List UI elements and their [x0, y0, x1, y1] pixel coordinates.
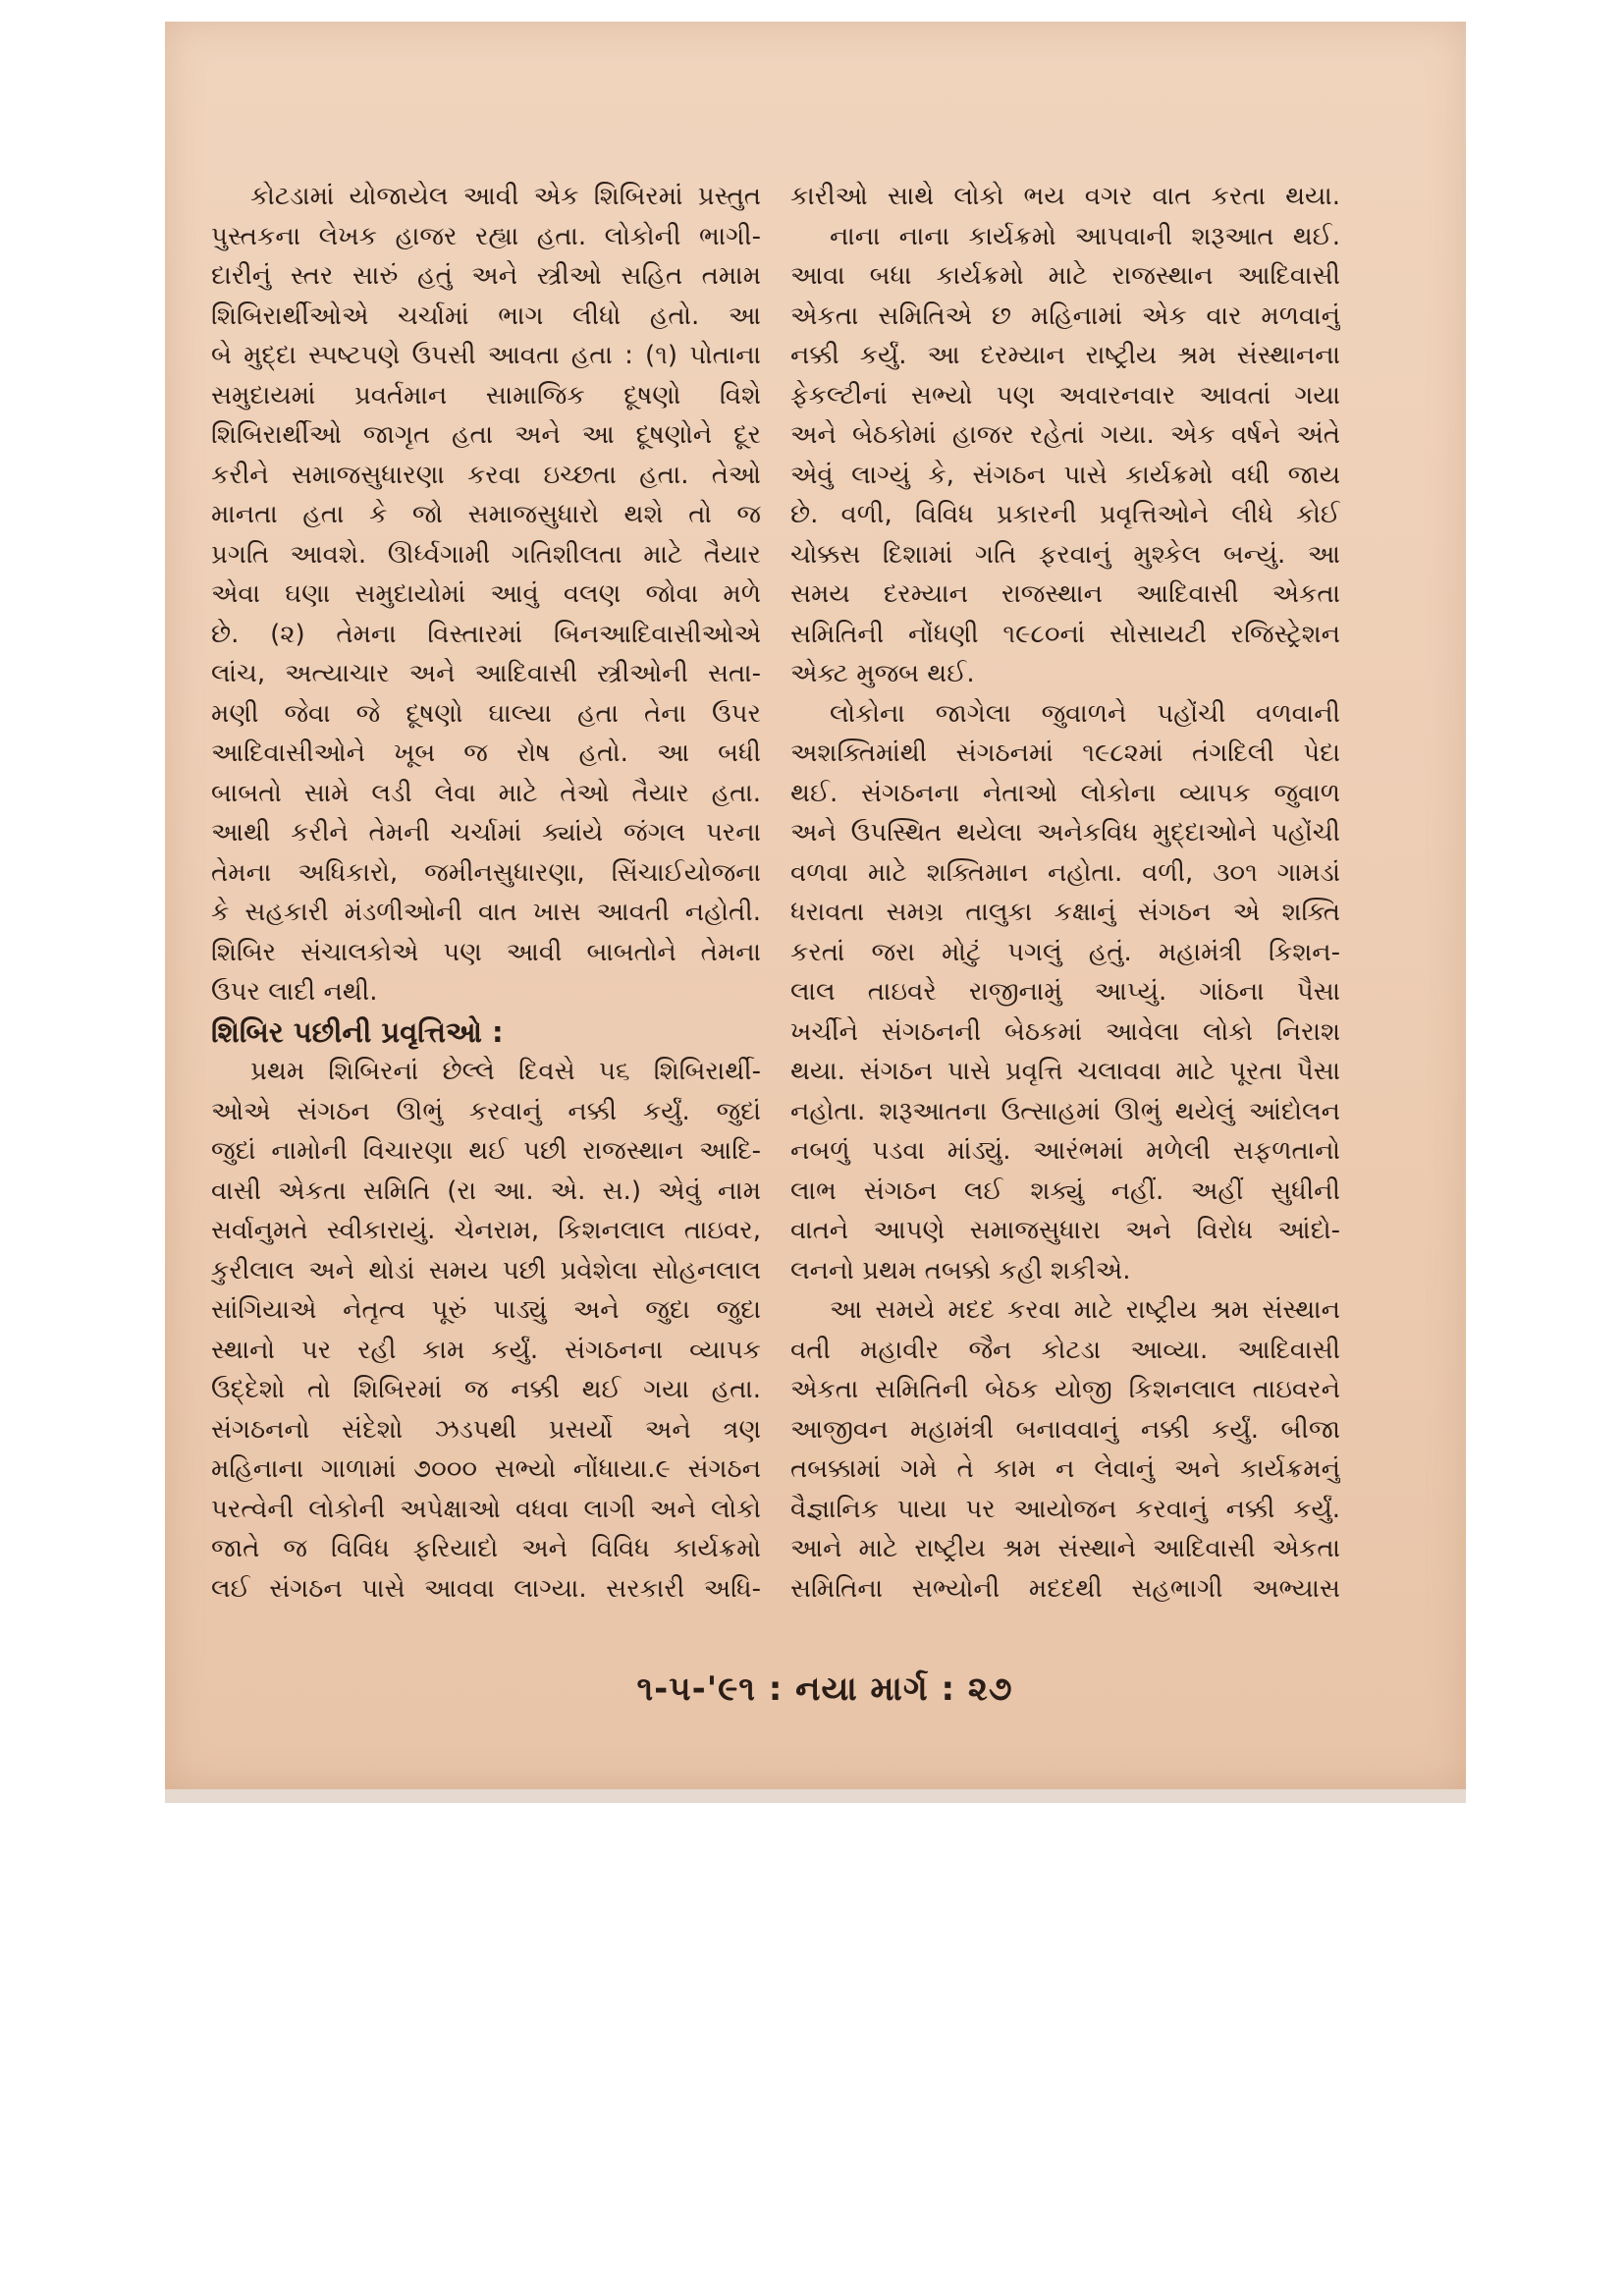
text-line: નાના નાના કાર્યક્રમો આપવાની શરૂઆત થઈ. — [830, 221, 1340, 251]
text-line: કુરીલાલ અને થોડાં સમય પછી પ્રવેશેલા સોહનલાલ — [211, 1255, 761, 1285]
text-line: અશક્તિમાંથી સંગઠનમાં ૧૯૮૨માં તંગદિલી પેદા — [790, 738, 1340, 768]
text-line: વતી મહાવીર જૈન કોટડા આવ્યા. આદિવાસી — [790, 1335, 1340, 1365]
text-line: આવા બધા કાર્યક્રમો માટે રાજસ્થાન આદિવાસી — [790, 261, 1340, 291]
text-line: પુસ્તકના લેખક હાજર રહ્યા હતા. લોકોની ભાગી- — [211, 221, 761, 251]
text-line: સમિતિની નોંધણી ૧૯૮૦નાં સોસાયટી રજિસ્ટ્રેશન — [790, 619, 1340, 649]
text-line: તબક્કામાં ગમે તે કામ ન લેવાનું અને કાર્યક્રમનું — [790, 1454, 1340, 1484]
text-line: શિબિરાર્થીઓએ ચર્ચામાં ભાગ લીધો હતો. આ — [211, 301, 761, 331]
text-line: અને ઉપસ્થિત થયેલા અનેકવિધ મુદ્દાઓને પહોંચી — [790, 818, 1340, 847]
text-line: થયા. સંગઠન પાસે પ્રવૃત્તિ ચલાવવા માટે પૂરતા પૈસા — [790, 1057, 1340, 1086]
left-column — [211, 177, 761, 1609]
text-line: છે. (૨) તેમના વિસ્તારમાં બિનઆદિવાસીઓએ — [211, 619, 761, 649]
text-line: વૈજ્ઞાનિક પાયા પર આયોજન કરવાનું નક્કી કર્યું. — [790, 1494, 1340, 1524]
text-line: સમુદાયમાં પ્રવર્તમાન સામાજિક દૂષણો વિશે — [211, 380, 761, 410]
text-line: સંગઠનનો સંદેશો ઝડપથી પ્રસર્યો અને ત્રણ — [211, 1414, 761, 1445]
text-line: શિબિર સંચાલકોએ પણ આવી બાબતોને તેમના — [211, 937, 761, 967]
text-line: સમય દરમ્યાન રાજસ્થાન આદિવાસી એકતા — [790, 579, 1340, 609]
text-line: એકતા સમિતિની બેઠક યોજી કિશનલાલ તાઇવરને — [790, 1375, 1340, 1404]
text-line: સમિતિના સભ્યોની મદદથી સહભાગી અભ્યાસ — [790, 1573, 1340, 1604]
text-line: ઉપર લાદી નથી. — [211, 977, 378, 1007]
text-line: જુદાં નામોની વિચારણા થઈ પછી રાજસ્થાન આદિ- — [211, 1136, 761, 1166]
text-line: નક્કી કર્યું. આ દરમ્યાન રાષ્ટ્રીય શ્રમ સંસ્થાનના — [790, 341, 1340, 370]
text-line: છે. વળી, વિવિધ પ્રકારની પ્રવૃત્તિઓને લીધે કોઈ — [790, 500, 1340, 529]
text-line: વાસી એકતા સમિતિ (રા આ. એ. સ.) એવું નામ — [211, 1175, 761, 1206]
right-column — [790, 177, 1340, 1609]
text-line: લાભ સંગઠન લઈ શક્યું નહીં. અહીં સુધીની — [790, 1175, 1340, 1206]
page-footer: ૧-૫-'૯૧ : નયા માર્ગ : ૨૭ — [636, 1669, 1013, 1709]
text-line: કે સહકારી મંડળીઓની વાત ખાસ આવતી નહોતી. — [211, 898, 761, 927]
text-line: ચોક્કસ દિશામાં ગતિ ફરવાનું મુશ્કેલ બન્યું. આ — [790, 539, 1340, 570]
text-line: એકતા સમિતિએ છ મહિનામાં એક વાર મળવાનું — [790, 301, 1340, 331]
text-line: લોકોના જાગેલા જુવાળને પહોંચી વળવાની — [830, 698, 1340, 729]
text-line: મહિનાના ગાળામાં ૭૦૦૦ સભ્યો નોંધાયા.૯ સંગઠન — [211, 1454, 761, 1484]
text-line: થઈ. સંગઠનના નેતાઓ લોકોના વ્યાપક જુવાળ — [790, 778, 1340, 808]
text-line: આદિવાસીઓને ખૂબ જ રોષ હતો. આ બધી — [211, 738, 761, 768]
scan-edge — [165, 1789, 1466, 1803]
text-line: આ સમયે મદદ કરવા માટે રાષ્ટ્રીય શ્રમ સંસ્થાન — [830, 1295, 1340, 1325]
text-line: પરત્વેની લોકોની અપેક્ષાઓ વધવા લાગી અને લોકો — [211, 1494, 761, 1524]
text-line: દારીનું સ્તર સારું હતું અને સ્ત્રીઓ સહિત તમામ — [211, 261, 761, 291]
text-line: આથી કરીને તેમની ચર્ચામાં ક્યાંયે જંગલ પરના — [211, 818, 761, 847]
text-line: ધરાવતા સમગ્ર તાલુકા કક્ષાનું સંગઠન એ શક્તિ — [790, 898, 1340, 927]
text-line: લનનો પ્રથમ તબક્કો કહી શકીએ. — [790, 1255, 1131, 1285]
text-line: વાતને આપણે સમાજસુધારા અને વિરોધ આંદો- — [790, 1216, 1340, 1245]
text-line: માનતા હતા કે જો સમાજસુધારો થશે તો જ — [211, 500, 761, 529]
text-line: ખર્ચીને સંગઠનની બેઠકમાં આવેલા લોકો નિરાશ — [790, 1016, 1340, 1047]
text-line: સ્થાનો પર રહી કામ કર્યું. સંગઠનના વ્યાપક — [211, 1335, 761, 1365]
section-heading: શિબિર પછીની પ્રવૃત્તિઓ : — [211, 1014, 504, 1049]
text-line: અને બેઠકોમાં હાજર રહેતાં ગયા. એક વર્ષને અંતે — [790, 420, 1340, 450]
text-line: સર્વાનુમતે સ્વીકારાયું. ચેનરામ, કિશનલાલ તાઇવર, — [211, 1216, 761, 1245]
text-line: સાંગિયાએ નેતૃત્વ પૂરું પાડ્યું અને જુદા જુદા — [211, 1295, 761, 1325]
text-line: કારીઓ સાથે લોકો ભય વગર વાત કરતા થયા. — [790, 182, 1340, 211]
text-line: લાલ તાઇવરે રાજીનામું આપ્યું. ગાંઠના પૈસા — [790, 977, 1340, 1007]
text-line: કરતાં જરા મોટું પગલું હતું. મહામંત્રી કિશન- — [790, 937, 1340, 967]
text-line: કરીને સમાજસુધારણા કરવા ઇચ્છતા હતા. તેઓ — [211, 460, 761, 490]
text-line: એવું લાગ્યું કે, સંગઠન પાસે કાર્યક્રમો વધી જાય — [790, 460, 1340, 490]
text-line: આને માટે રાષ્ટ્રીય શ્રમ સંસ્થાને આદિવાસી એકતા — [790, 1534, 1340, 1563]
text-line: તેમના અધિકારો, જમીનસુધારણા, સિંચાઈયોજના — [211, 857, 761, 888]
text-line: શિબિરાર્થીઓ જાગૃત હતા અને આ દૂષણોને દૂર — [211, 420, 761, 450]
text-line: જાતે જ વિવિધ ફરિયાદો અને વિવિધ કાર્યક્રમો — [211, 1534, 761, 1563]
text-line: લાંચ, અત્યાચાર અને આદિવાસી સ્ત્રીઓની સતા- — [211, 659, 761, 688]
text-line: બાબતો સામે લડી લેવા માટે તેઓ તૈયાર હતા. — [211, 778, 761, 808]
text-line: નહોતા. શરૂઆતના ઉત્સાહમાં ઊભું થયેલું આંદોલન — [790, 1096, 1340, 1126]
text-line: ઉદ્દેશો તો શિબિરમાં જ નક્કી થઈ ગયા હતા. — [211, 1375, 761, 1404]
text-line: આજીવન મહામંત્રી બનાવવાનું નક્કી કર્યું. બીજા — [790, 1414, 1340, 1445]
text-line: નબળું પડવા માંડ્યું. આરંભમાં મળેલી સફળતાનો — [790, 1136, 1340, 1166]
text-line: એક્ટ મુજબ થઈ. — [790, 659, 975, 688]
text-line: ફેકલ્ટીનાં સભ્યો પણ અવારનવાર આવતાં ગયા — [790, 380, 1340, 410]
text-line: કોટડામાં યોજાયેલ આવી એક શિબિરમાં પ્રસ્તુત — [250, 182, 761, 211]
text-line: પ્રથમ શિબિરનાં છેલ્લે દિવસે ૫૬ શિબિરાર્થી- — [250, 1057, 761, 1086]
text-line: ઓએ સંગઠન ઊભું કરવાનું નક્કી કર્યું. જુદાં — [211, 1096, 761, 1126]
text-line: પ્રગતિ આવશે. ઊર્ધ્વગામી ગતિશીલતા માટે તૈયાર — [211, 539, 761, 570]
text-line: લઈ સંગઠન પાસે આવવા લાગ્યા. સરકારી અધિ- — [211, 1573, 761, 1604]
text-line: એવા ઘણા સમુદાયોમાં આવું વલણ જોવા મળે — [211, 579, 761, 609]
text-line: મણી જેવા જે દૂષણો ઘાલ્યા હતા તેના ઉપર — [211, 698, 761, 729]
text-line: બે મુદ્દા સ્પષ્ટપણે ઉપસી આવતા હતા : (૧) પોતાના — [211, 341, 761, 370]
text-line: વળવા માટે શક્તિમાન નહોતા. વળી, ૩૦૧ ગામડાં — [790, 857, 1340, 888]
